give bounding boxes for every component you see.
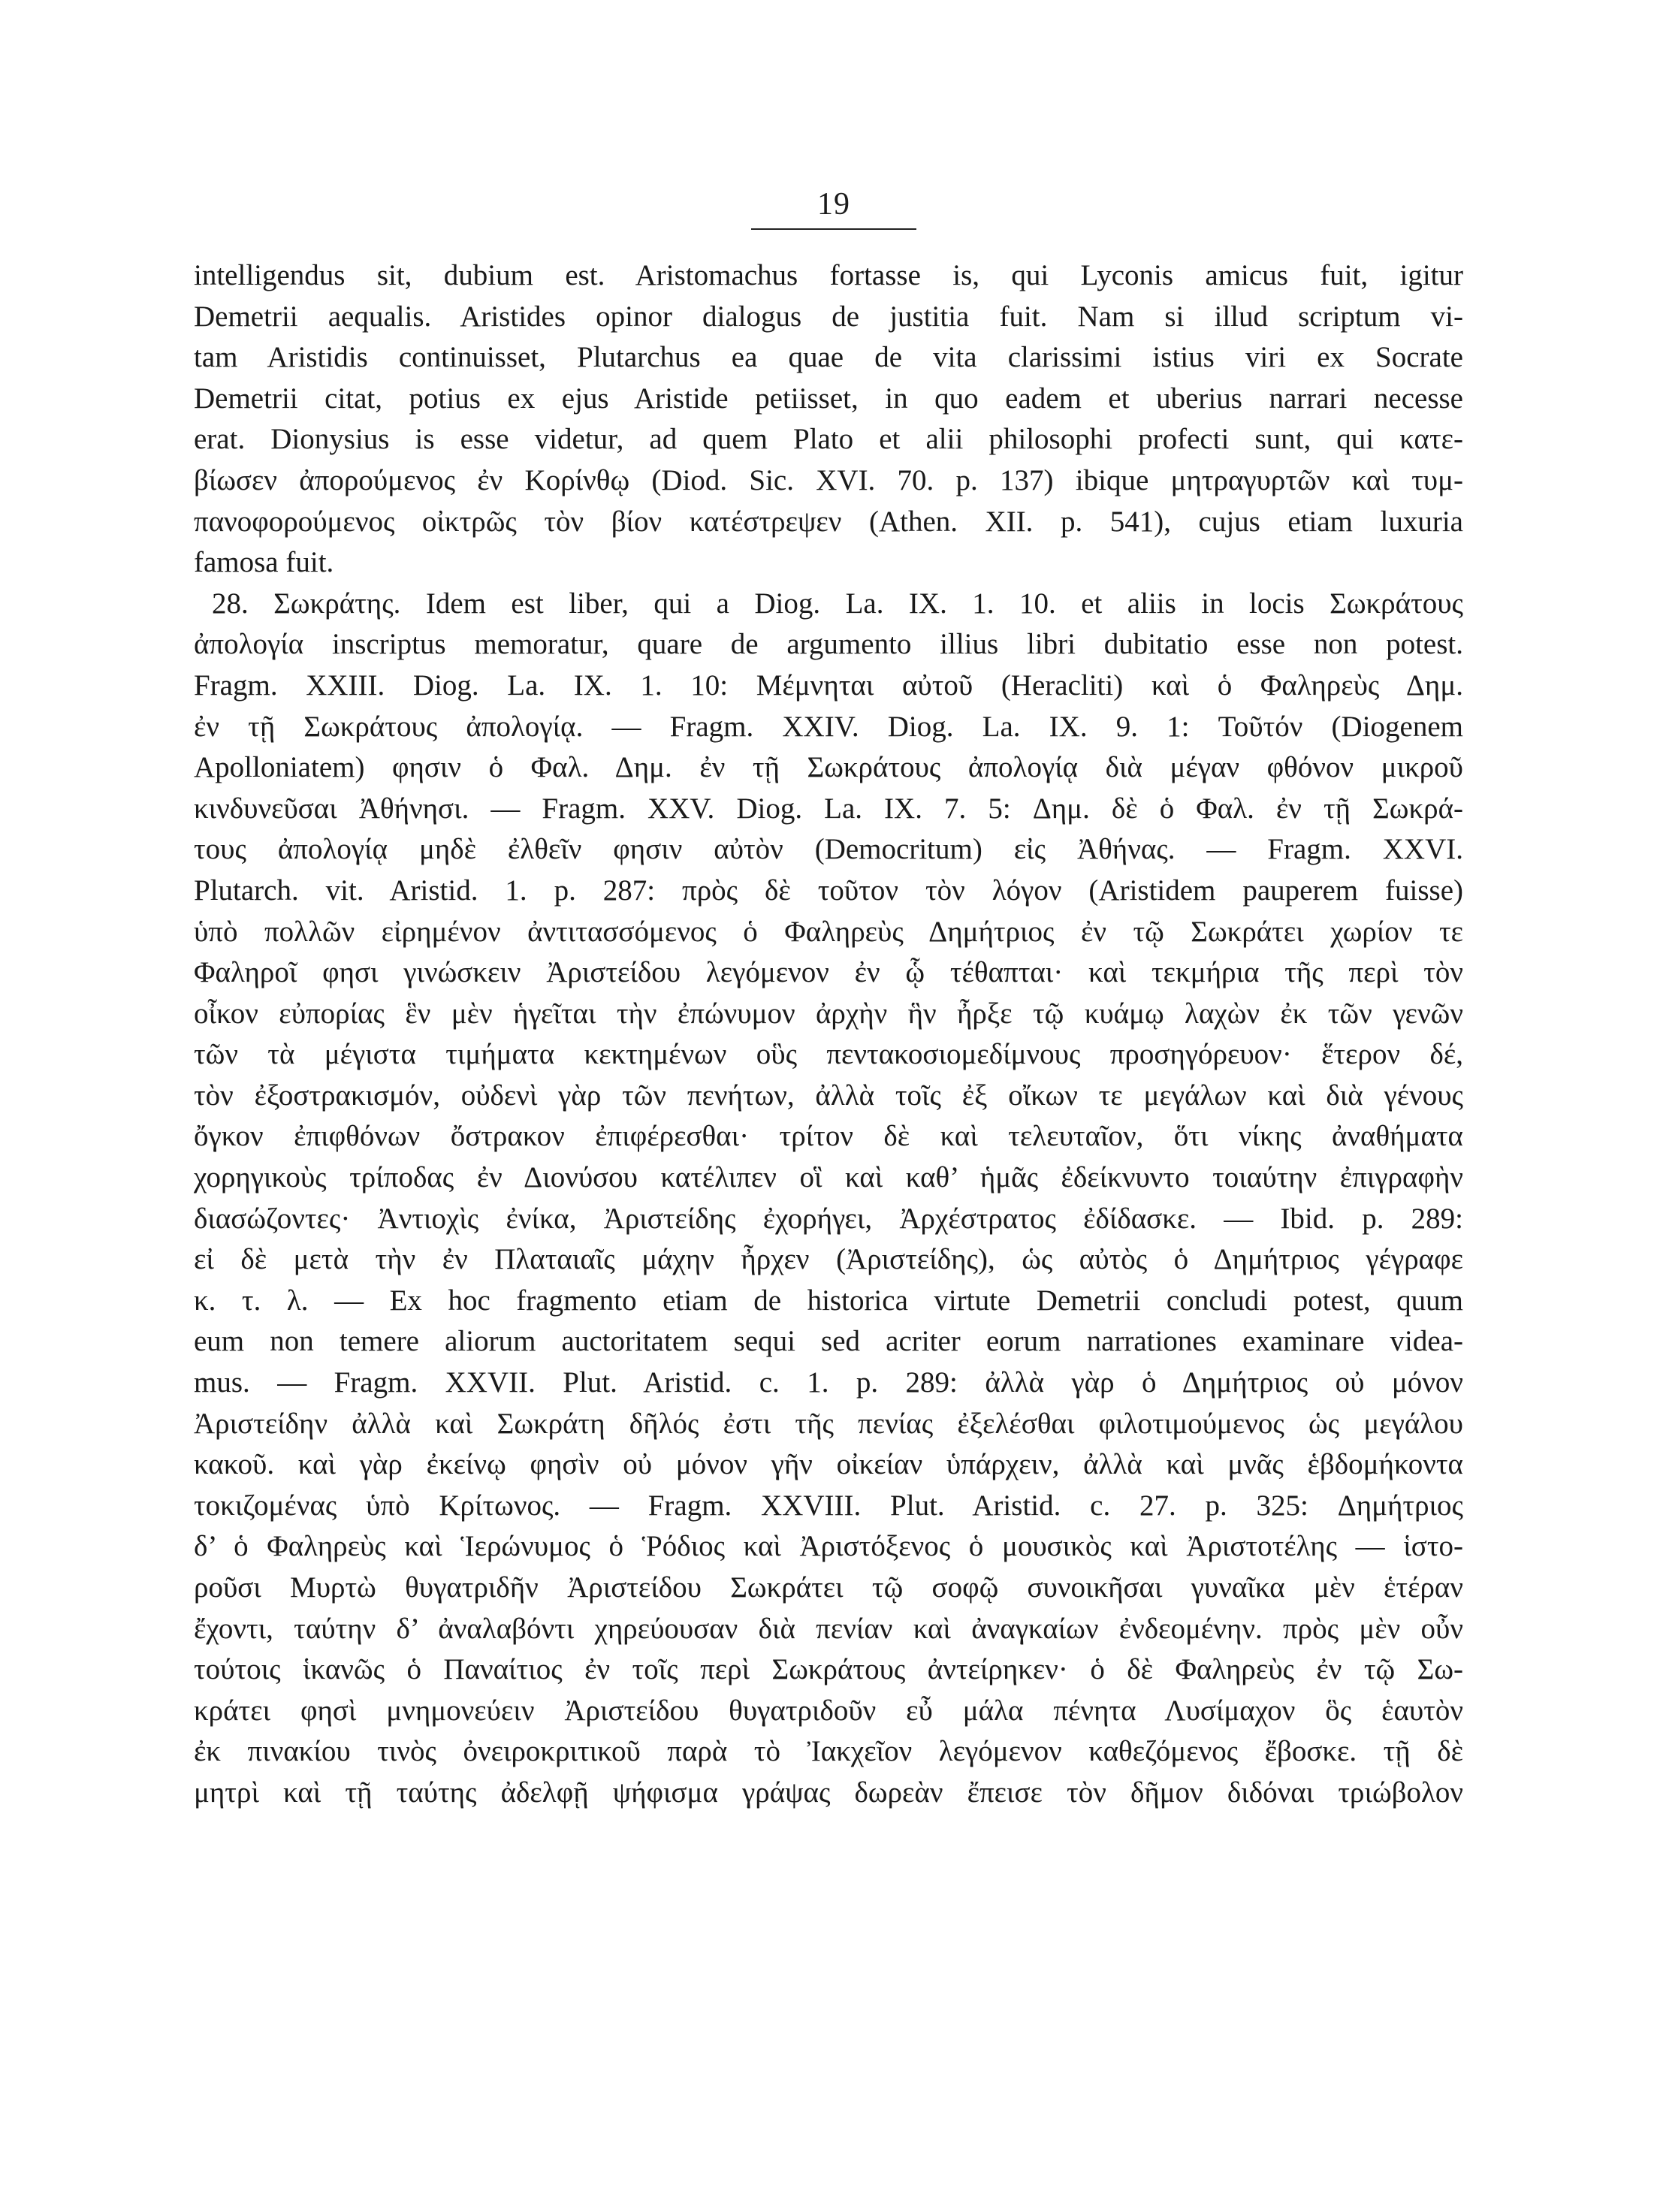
body-text [194,255,1463,1814]
text-line: εἰ δὲ μετὰ τὴν ἐν Πλαταιαῖς μάχην ἦρχεν (Ἀριστείδης), ὡς αὐτὸς ὁ Δημήτριος γέγραφε [194,1243,1463,1276]
text-line: ἔχοντι, ταύτην δ’ ἀναλαβόντι χηρεύουσαν διὰ πενίαν καὶ ἀναγκαίων ἐνδεομένην. πρὸς μὲν οὖν [194,1612,1463,1645]
text-line: τους ἀπολογίᾳ μηδὲ ἐλθεῖν φησιν αὐτὸν (Democritum) εἰς Ἀθήνας. — Fragm. XXVI. [194,833,1463,866]
text-line: intelligendus sit, dubium est. Aristomachus fortasse is, qui Lyconis amicus fuit, igitur [194,259,1463,291]
text-line: τῶν τὰ μέγιστα τιμήματα κεκτημένων οὓς πεντακοσιομεδίμνους προσηγόρευον· ἕτερον δέ, [194,1038,1463,1071]
text-line: erat. Dionysius is esse videtur, ad quem Plato et alii philosophi profecti sunt, qui κατε- [194,423,1463,456]
text-line: ροῦσι Μυρτὼ θυγατριδῆν Ἀριστείδου Σωκράτει τῷ σοφῷ συνοικῆσαι γυναῖκα μὲν ἑτέραν [194,1571,1463,1604]
text-line: ἀπολογία inscriptus memoratur, quare de argumento illius libri dubitatio esse non potest. [194,628,1463,661]
text-line: κινδυνεῦσαι Ἀθήνησι. — Fragm. XXV. Diog. La. IX. 7. 5: Δημ. δὲ ὁ Φαλ. ἐν τῇ Σωκρά- [194,792,1463,825]
text-line: τὸν ἐξοστρακισμόν, οὐδενὶ γὰρ τῶν πενήτων, ἀλλὰ τοῖς ἐξ οἴκων τε μεγάλων καὶ διὰ γένους [194,1079,1463,1112]
text-line: διασώζοντες· Ἀντιοχὶς ἐνίκα, Ἀριστείδης ἐχορήγει, Ἀρχέστρατος ἐδίδασκε. — Ibid. p. 289: [194,1202,1463,1235]
text-line: Plutarch. vit. Aristid. 1. p. 287: πρὸς δὲ τοῦτον τὸν λόγον (Aristidem pauperem fuisse) [194,874,1463,907]
text-line: δ’ ὁ Φαληρεὺς καὶ Ἱερώνυμος ὁ Ῥόδιος καὶ Ἀριστόξενος ὁ μουσικὸς καὶ Ἀριστοτέλης — ἱστο- [194,1530,1463,1563]
text-line: Demetrii citat, potius ex ejus Aristide petiisset, in quo eadem et uberius narrari necesse [194,382,1463,415]
text-line: eum non temere aliorum auctoritatem sequi sed acriter eorum narrationes examinare videa- [194,1325,1463,1358]
text-line: Demetrii aequalis. Aristides opinor dialogus de justitia fuit. Nam si illud scriptum vi- [194,300,1463,333]
text-line: ἐν τῇ Σωκράτους ἀπολογίᾳ. — Fragm. XXIV. Diog. La. IX. 9. 1: Τοῦτόν (Diogenem [194,710,1463,743]
text-line: τούτοις ἱκανῶς ὁ Παναίτιος ἐν τοῖς περὶ Σωκράτους ἀντείρηκεν· ὁ δὲ Φαληρεὺς ἐν τῷ Σω- [194,1653,1463,1686]
text-line: ὄγκον ἐπιφθόνων ὄστρακον ἐπιφέρεσθαι· τρίτον δὲ καὶ τελευταῖον, ὅτι νίκης ἀναθήματα [194,1120,1463,1153]
text-line: famosa fuit. [194,546,334,579]
text-line: mus. — Fragm. XXVII. Plut. Aristid. c. 1. p. 289: ἀλλὰ γὰρ ὁ Δημήτριος οὐ μόνον [194,1366,1463,1399]
text-line: ἐκ πινακίου τινὸς ὀνειροκριτικοῦ παρὰ τὸ Ἰακχεῖον λεγόμενον καθεζόμενος ἔβοσκε. τῇ δὲ [194,1735,1463,1768]
text-line: κακοῦ. καὶ γὰρ ἐκείνῳ φησὶν οὐ μόνον γῆν οἰκείαν ὑπάρχειν, ἀλλὰ καὶ μνᾶς ἑβδομήκοντα [194,1448,1463,1481]
text-line: ὑπὸ πολλῶν εἰρημένον ἀντιτασσόμενος ὁ Φαληρεὺς Δημήτριος ἐν τῷ Σωκράτει χωρίον τε [194,915,1463,948]
text-line: Fragm. XXIII. Diog. La. IX. 1. 10: Μέμνηται αὐτοῦ (Heracliti) καὶ ὁ Φαληρεὺς Δημ. [194,668,1463,702]
text-line: χορηγικοὺς τρίποδας ἐν Διονύσου κατέλιπεν οἳ καὶ καθ’ ἡμᾶς ἐδείκνυντο τοιαύτην ἐπιγραφὴν [194,1161,1463,1194]
text-line: πανοφορούμενος οἰκτρῶς τὸν βίον κατέστρεψεν (Athen. XII. p. 541), cujus etiam luxuria [194,505,1463,538]
text-line: Apolloniatem) φησιν ὁ Φαλ. Δημ. ἐν τῇ Σωκράτους ἀπολογίᾳ διὰ μέγαν φθόνον μικροῦ [194,751,1463,784]
page-number: 19 [817,187,850,222]
header-rule [751,228,916,230]
text-line: tam Aristidis continuisset, Plutarchus ea quae de vita clarissimi istius viri ex Socrate [194,341,1463,374]
text-line: μητρὶ καὶ τῇ ταύτης ἀδελφῇ ψήφισμα γράψας δωρεὰν ἔπεισε τὸν δῆμον διδόναι τριώβολον [194,1776,1463,1809]
text-line: Φαληροῖ φησι γινώσκειν Ἀριστείδου λεγόμενον ἐν ᾧ τέθαπται· καὶ τεκμήρια τῆς περὶ τὸν [194,956,1463,989]
text-line: κράτει φησὶ μνημονεύειν Ἀριστείδου θυγατριδοῦν εὖ μάλα πένητα Λυσίμαχον ὃς ἑαυτὸν [194,1694,1463,1727]
text-line: βίωσεν ἀπορούμενος ἐν Κορίνθῳ (Diod. Sic. XVI. 70. p. 137) ibique μητραγυρτῶν καὶ τυμ- [194,463,1463,496]
text-line: οἶκον εὐπορίας ἓν μὲν ἡγεῖται τὴν ἐπώνυμον ἀρχὴν ἣν ἦρξε τῷ κυάμῳ λαχὼν ἐκ τῶν γενῶν [194,997,1463,1030]
text-line: 28. Σωκράτης. Idem est liber, qui a Diog. La. IX. 1. 10. et aliis in locis Σωκράτους [212,587,1463,620]
text-line: Ἀριστείδην ἀλλὰ καὶ Σωκράτη δῆλός ἐστι τῆς πενίας ἐξελέσθαι φιλοτιμούμενος ὡς μεγάλου [194,1407,1463,1440]
text-line: τοκιζομένας ὑπὸ Κρίτωνος. — Fragm. XXVIII. Plut. Aristid. c. 27. p. 325: Δημήτριος [194,1489,1463,1522]
text-line: κ. τ. λ. — Ex hoc fragmento etiam de historica virtute Demetrii concludi potest, quum [194,1284,1463,1317]
